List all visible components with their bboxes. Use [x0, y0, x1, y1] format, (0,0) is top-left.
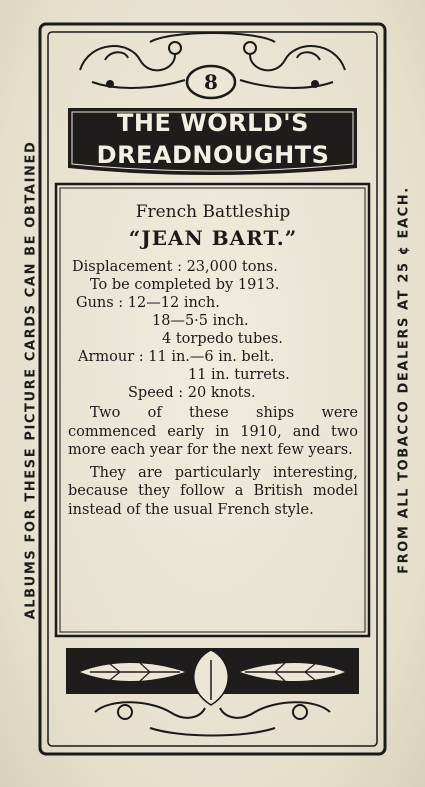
series-title-banner: [78, 103, 348, 175]
spec-guns-main: Guns : 12—12 inch.: [76, 295, 220, 311]
spec-armour-turrets: 11 in. turrets.: [188, 367, 290, 383]
spec-guns-secondary: 18—5·5 inch.: [152, 313, 249, 329]
description: [68, 404, 358, 519]
side-text-left: ALBUMS FOR THESE PICTURE CARDS CAN BE OBTAINED: [23, 140, 39, 620]
card-number: 8: [204, 70, 218, 94]
side-text-right: FROM ALL TOBACCO DEALERS AT 25 ¢ EACH.: [396, 186, 412, 574]
ship-name: “JEAN BART.”: [128, 226, 298, 250]
series-title-line2: DREADNOUGHTS: [96, 141, 330, 169]
spec-completion: To be completed by 1913.: [90, 277, 280, 293]
card-content: [68, 200, 358, 523]
description-paragraph: They are particularly interesting, because they follow a British model instead of the usual French style.: [68, 464, 358, 518]
spec-speed: Speed : 20 knots.: [128, 385, 256, 401]
spec-torpedo-tubes: 4 torpedo tubes.: [162, 331, 283, 347]
spec-armour-belt: Armour : 11 in.—6 in. belt.: [78, 349, 275, 365]
series-title-line1: THE WORLD'S: [117, 109, 309, 137]
spec-displacement: Displacement : 23,000 tons.: [72, 259, 278, 275]
bottom-scroll-ornament: [95, 702, 330, 735]
ship-type: French Battleship: [135, 202, 291, 222]
description-paragraph: Two of these ships were commenced early in 1910, and two more each year for the next few years.: [68, 405, 358, 458]
